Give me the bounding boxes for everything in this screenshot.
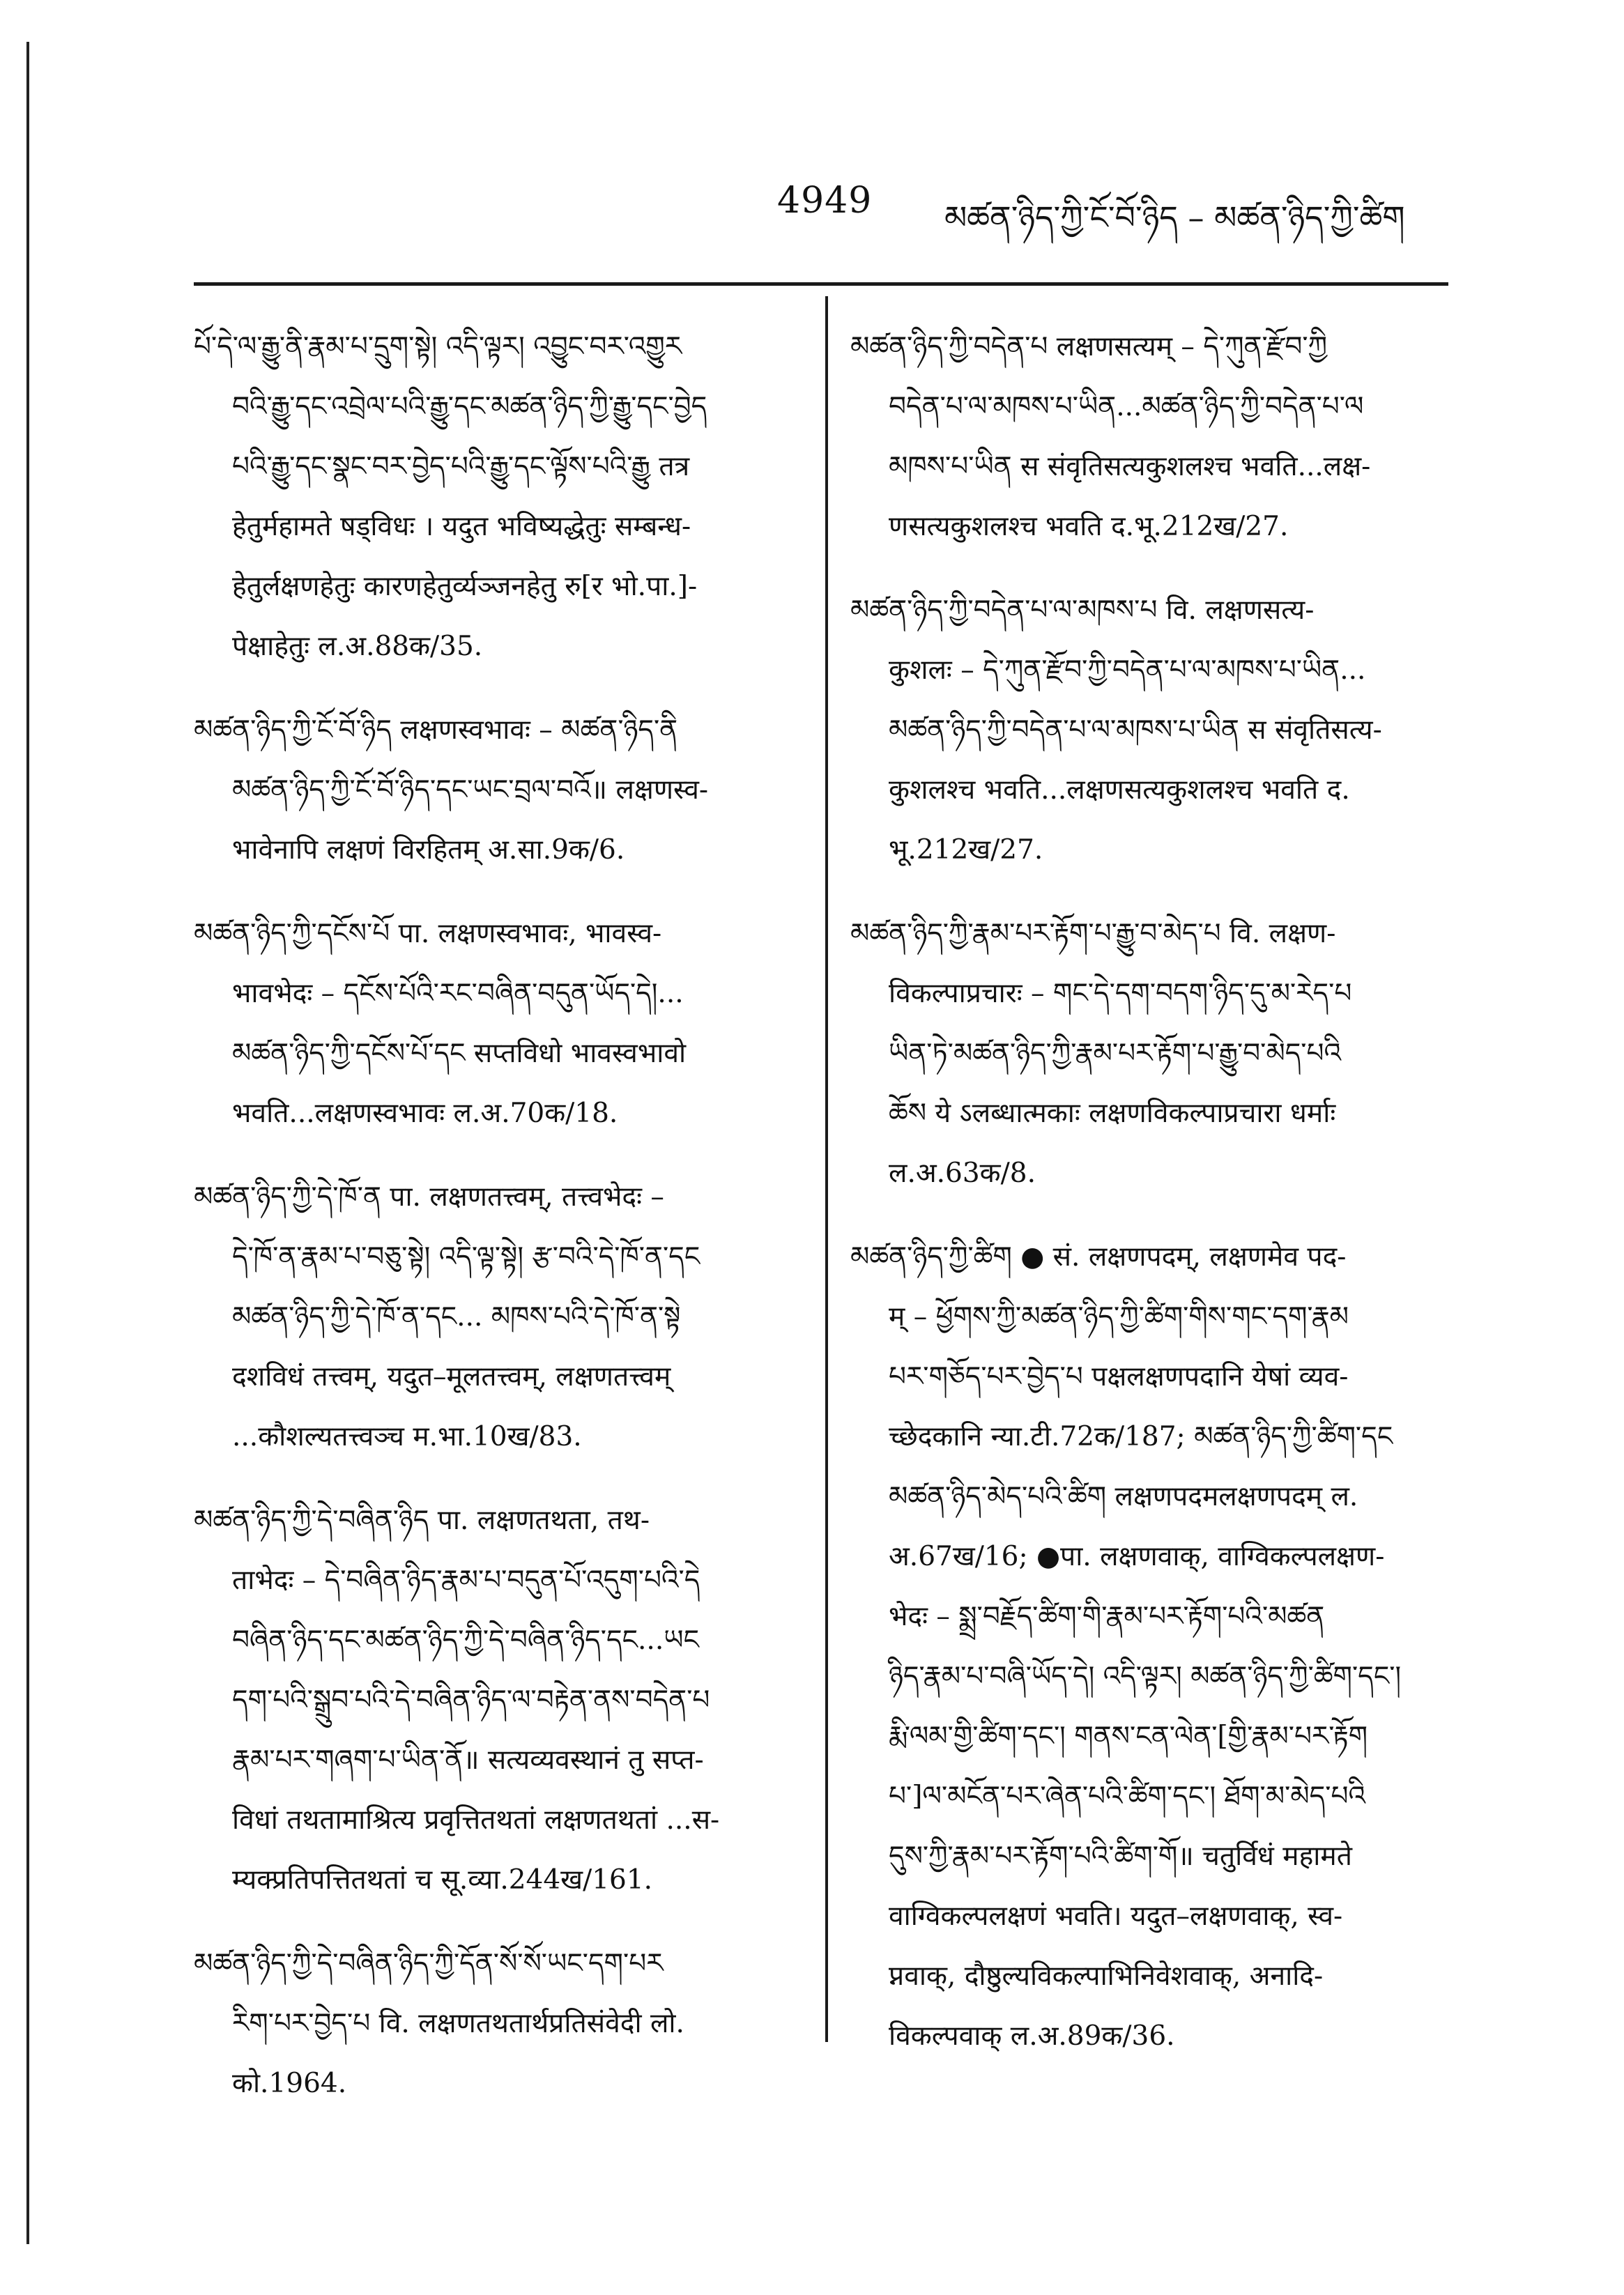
entry-headword-line: མཚན་ཉིད་ཀྱི་ཚིག ● सं. लक्षणपदम्, लक्षणमेव पद-	[850, 1241, 1347, 1273]
entry-line: कुशलश्च भवति...लक्षणसत्यकुशलश्च भवति द.	[889, 774, 1350, 806]
dictionary-entry	[194, 1167, 807, 1467]
entry-line: བདེན་པ་ལ་མཁས་པ་ཡིན...མཚན་ཉིད་ཀྱི་བདེན་པ་ལ	[889, 391, 1364, 422]
entry-line: को.1964.	[232, 2068, 347, 2099]
entry-line: ल.अ.63क/8.	[889, 1158, 1036, 1189]
entry-line: अ.67ख/16; ●पा. लक्षणवाक्, वाग्विकल्पलक्षण-	[889, 1541, 1385, 1572]
entry-line: ཉིད་རྣམ་པ་བཞི་ཡོད་དེ། འདི་ལྟར། མཚན་ཉིད་ཀྱི་ཚིག་དང་།	[889, 1661, 1402, 1692]
scan-edge-line	[26, 42, 29, 2244]
entry-headword-line: མཚན་ཉིད་ཀྱི་དངོས་པོ पा. लक्षणस्वभावः, भावस्व-	[194, 918, 662, 949]
entry-line: दशविधं तत्त्वम्, यदुत–मूलतत्त्वम्, लक्षणतत्त्वम्	[232, 1361, 671, 1392]
entry-line: च्छेदकानि न्या.टी.72क/187; མཚན་ཉིད་ཀྱི་ཚིག་དང	[889, 1421, 1393, 1452]
entry-line: विकल्पवाक् ल.अ.89क/36.	[889, 2020, 1175, 2052]
page-number: 4949	[777, 180, 873, 222]
entry-headword-line: མཚན་ཉིད་ཀྱི་དེ་བཞིན་ཉིད पा. लक्षणतथता, तथ-	[194, 1505, 650, 1536]
entry-line: མཚན་ཉིད་ཀྱི་ངོ་བོ་ཉིད་དང་ཡང་བྲལ་བའོ॥ लक्षणस्व-	[232, 774, 709, 806]
dictionary-entry	[194, 904, 807, 1144]
entry-headword-line: མཚན་ཉིད་ཀྱི་རྣམ་པར་རྟོག་པ་རྒྱུ་བ་མེད་པ वि. लक्षण-	[850, 918, 1336, 949]
entry-headword-line: མཚན་ཉིད་ཀྱི་བདེན་པ लक्षणसत्यम् – དེ་ཀུན་རྫོབ་ཀྱི	[850, 331, 1328, 362]
dictionary-entry	[850, 1227, 1448, 2066]
entry-headword-line: མཚན་ཉིད་ཀྱི་བདེན་པ་ལ་མཁས་པ वि. लक्षणसत्य-	[850, 594, 1315, 626]
entry-line: དག་པའི་སྒྲུབ་པའི་དེ་བཞིན་ཉིད་ལ་བརྟེན་ནས་བདེན་པ	[232, 1684, 710, 1716]
entry-headword-line: མཚན་ཉིད་ཀྱི་དེ་ཁོ་ན पा. लक्षणतत्त्वम्, तत्त्वभेदः –	[194, 1181, 664, 1213]
entry-line: कुशलः – དེ་ཀུན་རྫོབ་ཀྱི་བདེན་པ་ལ་མཁས་པ་ཡིན...	[889, 654, 1366, 686]
header-rule	[194, 282, 1448, 286]
entry-line: མཚན་ཉིད་ཀྱི་དེ་ཁོ་ན་དང... མཁས་པའི་དེ་ཁོ་ན་སྟེ	[232, 1301, 681, 1333]
entry-headword-line: པོ་དེ་ལ་རྒྱུ་ནི་རྣམ་པ་དྲུག་སྟེ། འདི་ལྟར། འབྱུང་བར་འགྱུར	[194, 331, 682, 362]
entry-line: भावेनापि लक्षणं विरहितम् अ.सा.9क/6.	[232, 834, 625, 866]
entry-line: भावभेदः – དངོས་པོའི་རང་བཞིན་བདུན་ཡོད་དེ།...	[232, 978, 684, 1009]
entry-line: ཆོས ये ऽलब्धात्मकाः लक्षणविकल्पाप्रचारा धर्माः	[889, 1098, 1336, 1129]
entry-line: ताभेदः – དེ་བཞིན་ཉིད་རྣམ་པ་བདུན་པོ་འདུག་པའི་དེ	[232, 1565, 700, 1596]
entry-line: དུས་ཀྱི་རྣམ་པར་རྟོག་པའི་ཚིག་གོ॥ चतुर्विधं महामते	[889, 1841, 1352, 1872]
entry-headword-line: མཚན་ཉིད་ཀྱི་དེ་བཞིན་ཉིད་ཀྱི་དོན་སོ་སོ་ཡང་དག་པར	[194, 1948, 664, 1979]
entry-line: ཡིན་ཏེ་མཚན་ཉིད་ཀྱི་རྣམ་པར་རྟོག་པ་རྒྱུ་བ་མེད་པའི	[889, 1038, 1342, 1069]
entry-line: प्नवाक्, दौष्ठुल्यविकल्पाभिनिवेशवाक्, अनादि-	[889, 1960, 1324, 1992]
header-guide-words: མཚན་ཉིད་ཀྱི་ངོ་བོ་ཉིད – མཚན་ཉིད་ཀྱི་ཚིག	[944, 199, 1405, 236]
entry-line: ...कौशल्यतत्त्वञ्च म.भा.10ख/83.	[232, 1421, 582, 1452]
entry-line: णसत्यकुशलश्च भवति द.भू.212ख/27.	[889, 511, 1289, 542]
entry-line: भवति...लक्षणस्वभावः ल.अ.70क/18.	[232, 1098, 618, 1129]
entry-line: हेतुर्महामते षड्विधः । यदुत भविष्यद्धेतुः सम्बन्ध-	[232, 511, 691, 542]
entry-line: མཁས་པ་ཡིན स संवृतिसत्यकुशलश्च भवति...लक्ष-	[889, 451, 1371, 482]
entry-line: བཞིན་ཉིད་དང་མཚན་ཉིད་ཀྱི་དེ་བཞིན་ཉིད་དང...ཡང	[232, 1625, 700, 1656]
entry-line: भेदः – སྨྲ་བརྗོད་ཚིག་གི་རྣམ་པར་རྟོག་པའི་མཚན	[889, 1601, 1325, 1632]
entry-line: པར་གཅོད་པར་བྱེད་པ पक्षलक्षणपदानि येषां व्यव-	[889, 1361, 1349, 1392]
right-column	[850, 317, 1448, 2090]
entry-line: པ་]ལ་མངོན་པར་ཞེན་པའི་ཚིག་དང་། ཐོག་མ་མེད་པའི	[889, 1781, 1366, 1812]
entry-line: རྣམ་པར་གཞག་པ་ཡིན་ནོ॥ सत्यव्यवस्थानं तु सप्त-	[232, 1744, 704, 1776]
entry-line: वाग्विकल्पलक्षणं भवति। यदुत–लक्षणवाक्, स्व-	[889, 1901, 1343, 1932]
entry-line: མཚན་ཉིད་མེད་པའི་ཚིག लक्षणपदमलक्षणपदम् ल.	[889, 1481, 1358, 1512]
entry-line: མཚན་ཉིད་ཀྱི་བདེན་པ་ལ་མཁས་པ་ཡིན स संवृतिसत्य-	[889, 714, 1382, 746]
dictionary-entry	[194, 1934, 807, 2114]
dictionary-entry	[194, 700, 807, 880]
entry-line: म्यक्प्रतिपत्तितथतां च सू.व्या.244ख/161.	[232, 1864, 653, 1896]
entry-line: विकल्पाप्रचारः – གང་དེ་དག་བདག་ཉིད་དུ་མ་རེད་པ	[889, 978, 1352, 1009]
dictionary-entry	[194, 1491, 807, 1910]
left-column	[194, 317, 807, 2137]
entry-line: पेक्षाहेतुः ल.अ.88क/35.	[232, 631, 483, 662]
entry-line: པའི་རྒྱུ་དང་སྣང་བར་བྱེད་པའི་རྒྱུ་དང་ལྟོས་པའི་རྒྱུ तत्र	[232, 451, 690, 482]
dictionary-entry	[850, 904, 1448, 1204]
entry-line: དེ་ཁོ་ན་རྣམ་པ་བཅུ་སྟེ། འདི་ལྟ་སྟེ། རྩ་བའི་དེ་ཁོ་ན་དང	[232, 1241, 700, 1273]
dictionary-entry	[850, 581, 1448, 880]
entry-line: རྨི་ལམ་གྱི་ཚིག་དང་། གནས་ངན་ལེན་[གྱི་རྣམ་པར་རྟོག	[889, 1721, 1368, 1752]
entry-line: མཚན་ཉིད་ཀྱི་དངོས་པོ་དང सप्तविधो भावस्वभावो	[232, 1038, 687, 1069]
dictionary-entry	[850, 317, 1448, 557]
column-divider	[825, 296, 828, 2042]
dictionary-entry	[194, 317, 807, 677]
entry-line: विधां तथतामाश्रित्य प्रवृत्तितथतां लक्षणतथतां ...स-	[232, 1804, 720, 1836]
entry-line: བའི་རྒྱུ་དང་འབྲེལ་པའི་རྒྱུ་དང་མཚན་ཉིད་ཀྱི་རྒྱུ་དང་བྱེད	[232, 391, 707, 422]
entry-line: རིག་པར་བྱེད་པ वि. लक्षणतथतार्थप्रतिसंवेदी लो.	[232, 2008, 684, 2039]
entry-headword-line: མཚན་ཉིད་ཀྱི་ངོ་བོ་ཉིད लक्षणस्वभावः – མཚན་ཉིད་ནི	[194, 714, 678, 746]
entry-line: भू.212ख/27.	[889, 834, 1043, 866]
entry-line: म् – ཕྱོགས་ཀྱི་མཚན་ཉིད་ཀྱི་ཚིག་གིས་གང་དག་རྣམ	[889, 1301, 1349, 1333]
entry-line: हेतुर्लक्षणहेतुः कारणहेतुर्व्यञ्जनहेतु रु[र भो.पा.]-	[232, 571, 698, 602]
